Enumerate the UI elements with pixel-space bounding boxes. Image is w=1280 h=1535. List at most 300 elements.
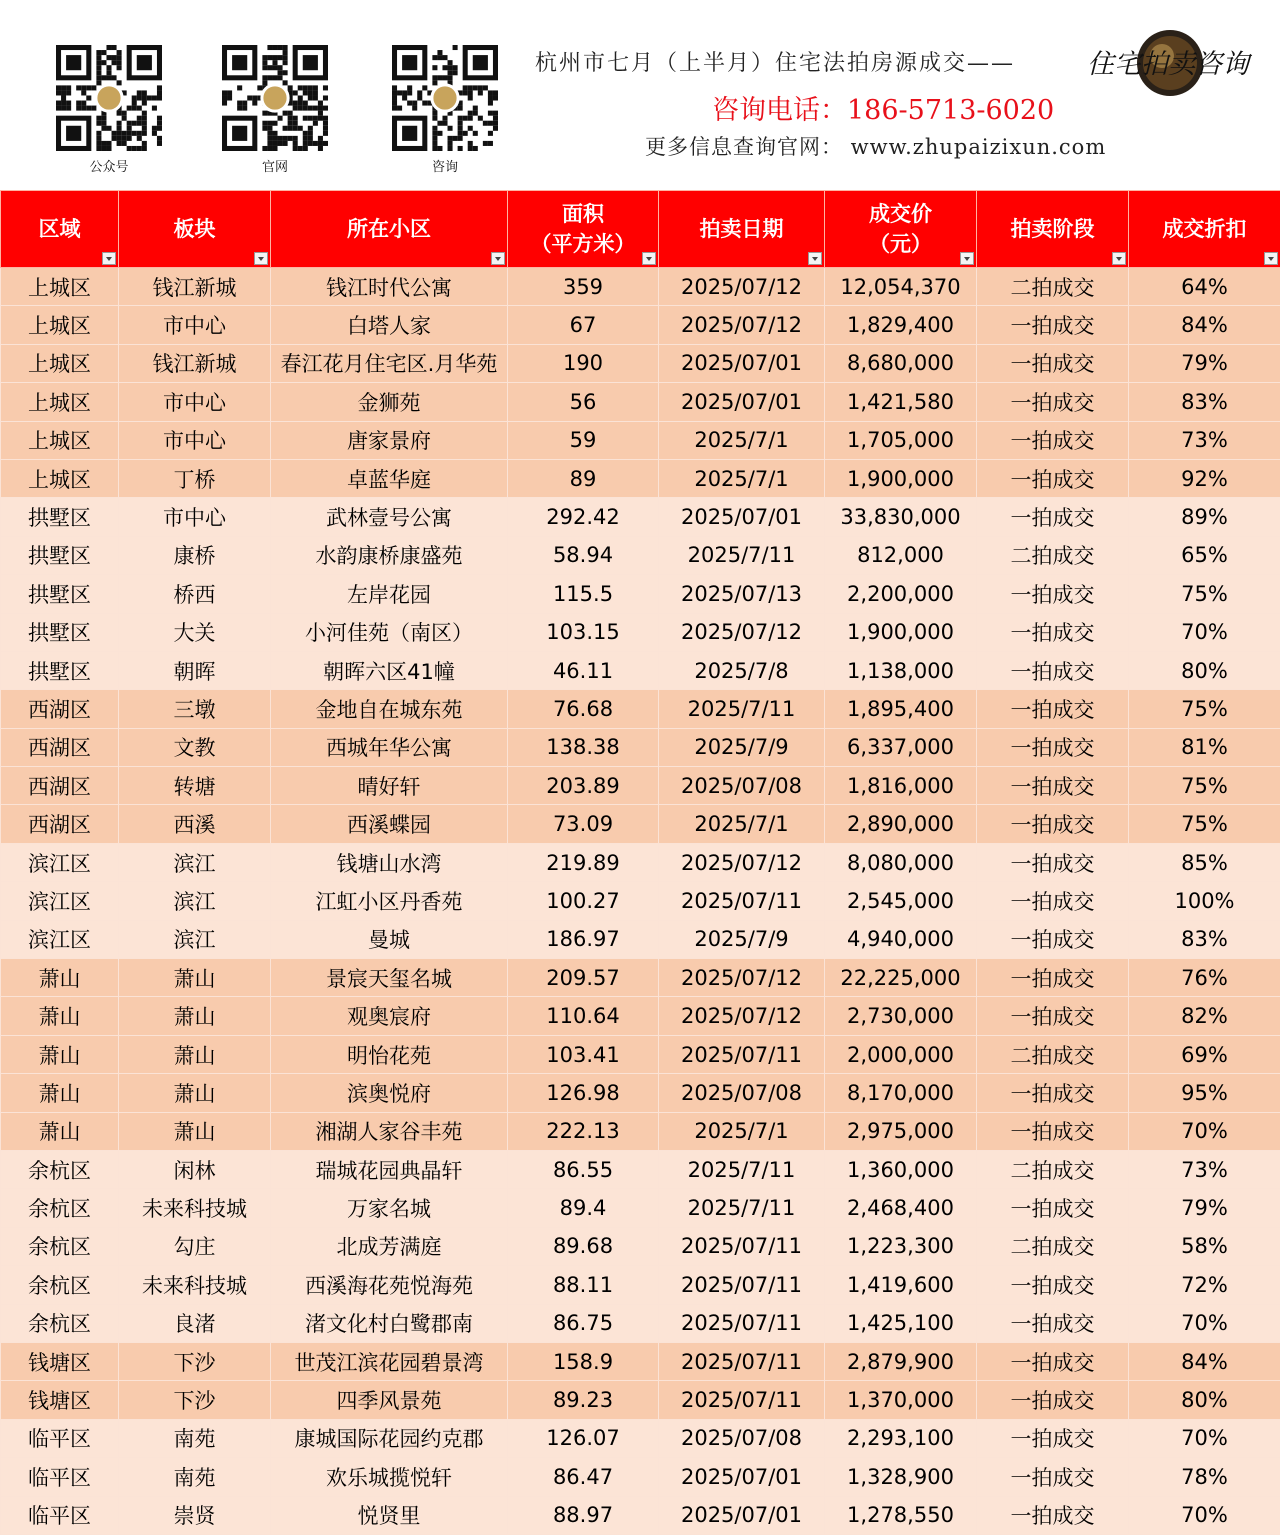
- cell-discount: 70%: [1129, 613, 1280, 651]
- cell-community: 瑞城花园典晶轩: [271, 1150, 508, 1188]
- cell-area: 67: [508, 306, 659, 344]
- cell-community: 曼城: [271, 920, 508, 958]
- cell-date: 2025/07/12: [659, 268, 825, 306]
- cell-sector: 良渚: [119, 1304, 271, 1342]
- cell-district: 滨江区: [1, 920, 119, 958]
- table-header-row: [1, 191, 1280, 268]
- filter-dropdown-icon[interactable]: [102, 252, 116, 265]
- col-header-stage: 拍卖阶段: [977, 191, 1129, 268]
- qr-code-consult[interactable]: [392, 45, 498, 151]
- table-row: [1, 805, 1280, 843]
- cell-district: 上城区: [1, 421, 119, 459]
- cell-price: 1,328,900: [825, 1458, 977, 1496]
- cell-stage: 一拍成交: [977, 1458, 1129, 1496]
- cell-community: 金狮苑: [271, 383, 508, 421]
- cell-area: 292.42: [508, 498, 659, 536]
- cell-price: 2,879,900: [825, 1342, 977, 1380]
- cell-area: 138.38: [508, 728, 659, 766]
- filter-dropdown-icon[interactable]: [254, 252, 268, 265]
- cell-price: 2,890,000: [825, 805, 977, 843]
- table-row: [1, 843, 1280, 881]
- cell-price: 1,900,000: [825, 459, 977, 497]
- cell-price: 1,419,600: [825, 1266, 977, 1304]
- cell-sector: 萧山: [119, 997, 271, 1035]
- cell-price: 2,000,000: [825, 1035, 977, 1073]
- cell-price: 12,054,370: [825, 268, 977, 306]
- cell-sector: 市中心: [119, 421, 271, 459]
- table-row: [1, 1112, 1280, 1150]
- cell-district: 上城区: [1, 268, 119, 306]
- cell-sector: 萧山: [119, 1035, 271, 1073]
- cell-price: 1,138,000: [825, 651, 977, 689]
- cell-date: 2025/07/08: [659, 767, 825, 805]
- cell-price: 2,975,000: [825, 1112, 977, 1150]
- filter-dropdown-icon[interactable]: [491, 252, 505, 265]
- cell-area: 110.64: [508, 997, 659, 1035]
- cell-community: 观奥宸府: [271, 997, 508, 1035]
- table-row: [1, 383, 1280, 421]
- cell-price: 1,816,000: [825, 767, 977, 805]
- cell-community: 世茂江滨花园碧景湾: [271, 1342, 508, 1380]
- cell-district: 拱墅区: [1, 651, 119, 689]
- cell-district: 西湖区: [1, 767, 119, 805]
- cell-stage: 二拍成交: [977, 268, 1129, 306]
- cell-discount: 73%: [1129, 421, 1280, 459]
- cell-district: 余杭区: [1, 1304, 119, 1342]
- cell-sector: 大关: [119, 613, 271, 651]
- cell-price: 33,830,000: [825, 498, 977, 536]
- cell-area: 56: [508, 383, 659, 421]
- cell-stage: 一拍成交: [977, 843, 1129, 881]
- cell-community: 景宸天玺名城: [271, 959, 508, 997]
- cell-community: 白塔人家: [271, 306, 508, 344]
- table-row: [1, 459, 1280, 497]
- table-row: [1, 1035, 1280, 1073]
- cell-sector: 未来科技城: [119, 1189, 271, 1227]
- cell-community: 钱塘山水湾: [271, 843, 508, 881]
- page-title: 杭州市七月（上半月）住宅法拍房源成交——: [535, 46, 1125, 77]
- auction-table: [0, 190, 1280, 1535]
- cell-area: 89.4: [508, 1189, 659, 1227]
- cell-stage: 一拍成交: [977, 1419, 1129, 1457]
- cell-sector: 崇贤: [119, 1496, 271, 1534]
- table-row: [1, 1304, 1280, 1342]
- cell-community: 康城国际花园约克郡: [271, 1419, 508, 1457]
- filter-dropdown-icon[interactable]: [808, 252, 822, 265]
- cell-date: 2025/07/01: [659, 498, 825, 536]
- cell-sector: 下沙: [119, 1342, 271, 1380]
- cell-sector: 萧山: [119, 1112, 271, 1150]
- table-row: [1, 690, 1280, 728]
- cell-price: 812,000: [825, 536, 977, 574]
- cell-discount: 70%: [1129, 1496, 1280, 1534]
- cell-community: 湘湖人家谷丰苑: [271, 1112, 508, 1150]
- cell-discount: 81%: [1129, 728, 1280, 766]
- cell-date: 2025/7/11: [659, 1189, 825, 1227]
- cell-date: 2025/7/1: [659, 421, 825, 459]
- cell-date: 2025/07/11: [659, 1227, 825, 1265]
- cell-sector: 闲林: [119, 1150, 271, 1188]
- cell-date: 2025/07/12: [659, 843, 825, 881]
- cell-area: 89.68: [508, 1227, 659, 1265]
- cell-date: 2025/07/01: [659, 344, 825, 382]
- cell-sector: 滨江: [119, 882, 271, 920]
- cell-district: 上城区: [1, 383, 119, 421]
- cell-date: 2025/07/12: [659, 306, 825, 344]
- cell-district: 上城区: [1, 459, 119, 497]
- cell-stage: 一拍成交: [977, 575, 1129, 613]
- filter-dropdown-icon[interactable]: [960, 252, 974, 265]
- table-row: [1, 536, 1280, 574]
- cell-community: 渚文化村白鹭郡南: [271, 1304, 508, 1342]
- cell-stage: 一拍成交: [977, 613, 1129, 651]
- cell-sector: 转塘: [119, 767, 271, 805]
- cell-community: 武林壹号公寓: [271, 498, 508, 536]
- cell-discount: 100%: [1129, 882, 1280, 920]
- cell-price: 1,900,000: [825, 613, 977, 651]
- cell-sector: 下沙: [119, 1381, 271, 1419]
- cell-district: 西湖区: [1, 690, 119, 728]
- cell-stage: 一拍成交: [977, 1074, 1129, 1112]
- cell-sector: 萧山: [119, 1074, 271, 1112]
- cell-community: 西溪海花苑悦海苑: [271, 1266, 508, 1304]
- cell-date: 2025/07/11: [659, 1035, 825, 1073]
- cell-area: 89: [508, 459, 659, 497]
- cell-discount: 83%: [1129, 383, 1280, 421]
- cell-area: 58.94: [508, 536, 659, 574]
- consult-phone[interactable]: 咨询电话：186-5713-6020: [712, 88, 1054, 127]
- cell-area: 219.89: [508, 843, 659, 881]
- cell-price: 2,293,100: [825, 1419, 977, 1457]
- cell-discount: 65%: [1129, 536, 1280, 574]
- cell-price: 2,730,000: [825, 997, 977, 1035]
- col-header-sector: 板块: [119, 191, 271, 268]
- cell-discount: 82%: [1129, 997, 1280, 1035]
- cell-community: 北成芳满庭: [271, 1227, 508, 1265]
- cell-district: 上城区: [1, 344, 119, 382]
- cell-discount: 75%: [1129, 575, 1280, 613]
- cell-date: 2025/07/12: [659, 997, 825, 1035]
- cell-area: 59: [508, 421, 659, 459]
- cell-sector: 康桥: [119, 536, 271, 574]
- cell-sector: 市中心: [119, 498, 271, 536]
- cell-sector: 勾庄: [119, 1227, 271, 1265]
- table-row: [1, 651, 1280, 689]
- cell-date: 2025/7/1: [659, 805, 825, 843]
- cell-discount: 69%: [1129, 1035, 1280, 1073]
- cell-area: 73.09: [508, 805, 659, 843]
- cell-stage: 一拍成交: [977, 1266, 1129, 1304]
- cell-district: 萧山: [1, 997, 119, 1035]
- cell-stage: 一拍成交: [977, 1189, 1129, 1227]
- cell-discount: 64%: [1129, 268, 1280, 306]
- cell-community: 金地自在城东苑: [271, 690, 508, 728]
- cell-district: 余杭区: [1, 1266, 119, 1304]
- cell-district: 滨江区: [1, 882, 119, 920]
- cell-price: 1,360,000: [825, 1150, 977, 1188]
- cell-price: 1,895,400: [825, 690, 977, 728]
- cell-stage: 一拍成交: [977, 767, 1129, 805]
- cell-discount: 58%: [1129, 1227, 1280, 1265]
- cell-date: 2025/07/11: [659, 1304, 825, 1342]
- cell-area: 203.89: [508, 767, 659, 805]
- cell-district: 余杭区: [1, 1189, 119, 1227]
- cell-discount: 80%: [1129, 1381, 1280, 1419]
- cell-district: 拱墅区: [1, 536, 119, 574]
- table-row: [1, 1227, 1280, 1265]
- cell-discount: 84%: [1129, 1342, 1280, 1380]
- table-row: [1, 344, 1280, 382]
- cell-stage: 一拍成交: [977, 1304, 1129, 1342]
- cell-sector: 钱江新城: [119, 268, 271, 306]
- cell-sector: 滨江: [119, 843, 271, 881]
- cell-discount: 70%: [1129, 1304, 1280, 1342]
- cell-stage: 一拍成交: [977, 997, 1129, 1035]
- col-header-price: 成交价 （元）: [825, 191, 977, 268]
- cell-date: 2025/7/11: [659, 1150, 825, 1188]
- table-row: [1, 959, 1280, 997]
- cell-stage: 一拍成交: [977, 728, 1129, 766]
- cell-stage: 一拍成交: [977, 651, 1129, 689]
- cell-date: 2025/07/11: [659, 882, 825, 920]
- cell-district: 萧山: [1, 959, 119, 997]
- cell-date: 2025/07/11: [659, 1342, 825, 1380]
- cell-date: 2025/07/01: [659, 1458, 825, 1496]
- cell-area: 126.07: [508, 1419, 659, 1457]
- cell-district: 临平区: [1, 1419, 119, 1457]
- cell-stage: 一拍成交: [977, 959, 1129, 997]
- cell-stage: 一拍成交: [977, 882, 1129, 920]
- cell-stage: 一拍成交: [977, 690, 1129, 728]
- cell-discount: 78%: [1129, 1458, 1280, 1496]
- cell-date: 2025/7/1: [659, 1112, 825, 1150]
- table-row: [1, 498, 1280, 536]
- cell-community: 左岸花园: [271, 575, 508, 613]
- cell-price: 2,200,000: [825, 575, 977, 613]
- cell-area: 115.5: [508, 575, 659, 613]
- cell-district: 西湖区: [1, 805, 119, 843]
- cell-date: 2025/07/08: [659, 1419, 825, 1457]
- cell-stage: 二拍成交: [977, 1227, 1129, 1265]
- cell-community: 水韵康桥康盛苑: [271, 536, 508, 574]
- cell-price: 1,829,400: [825, 306, 977, 344]
- cell-community: 四季风景苑: [271, 1381, 508, 1419]
- table-row: [1, 575, 1280, 613]
- cell-discount: 75%: [1129, 805, 1280, 843]
- cell-area: 209.57: [508, 959, 659, 997]
- cell-stage: 一拍成交: [977, 498, 1129, 536]
- cell-area: 100.27: [508, 882, 659, 920]
- cell-discount: 84%: [1129, 306, 1280, 344]
- cell-district: 萧山: [1, 1112, 119, 1150]
- cell-stage: 一拍成交: [977, 421, 1129, 459]
- cell-district: 西湖区: [1, 728, 119, 766]
- cell-community: 西城年华公寓: [271, 728, 508, 766]
- cell-discount: 70%: [1129, 1419, 1280, 1457]
- cell-area: 88.97: [508, 1496, 659, 1534]
- cell-district: 钱塘区: [1, 1381, 119, 1419]
- cell-price: 4,940,000: [825, 920, 977, 958]
- table-row: [1, 1342, 1280, 1380]
- cell-area: 89.23: [508, 1381, 659, 1419]
- cell-sector: 南苑: [119, 1419, 271, 1457]
- page-header: [0, 0, 1280, 190]
- cell-district: 余杭区: [1, 1227, 119, 1265]
- cell-date: 2025/07/01: [659, 1496, 825, 1534]
- cell-area: 86.55: [508, 1150, 659, 1188]
- qr-code-wechat[interactable]: [56, 45, 162, 151]
- cell-stage: 一拍成交: [977, 459, 1129, 497]
- cell-district: 拱墅区: [1, 575, 119, 613]
- cell-stage: 一拍成交: [977, 383, 1129, 421]
- cell-area: 359: [508, 268, 659, 306]
- col-header-district: 区域: [1, 191, 119, 268]
- table-row: [1, 306, 1280, 344]
- cell-date: 2025/7/11: [659, 690, 825, 728]
- cell-price: 1,705,000: [825, 421, 977, 459]
- cell-community: 明怡花苑: [271, 1035, 508, 1073]
- cell-date: 2025/07/11: [659, 1266, 825, 1304]
- cell-district: 上城区: [1, 306, 119, 344]
- cell-price: 1,278,550: [825, 1496, 977, 1534]
- cell-stage: 一拍成交: [977, 1112, 1129, 1150]
- col-header-area: 面积 （平方米）: [508, 191, 659, 268]
- cell-community: 西溪蝶园: [271, 805, 508, 843]
- filter-dropdown-icon[interactable]: [1264, 252, 1278, 265]
- cell-community: 小河佳苑（南区）: [271, 613, 508, 651]
- cell-area: 103.15: [508, 613, 659, 651]
- cell-date: 2025/07/11: [659, 1381, 825, 1419]
- table-row: [1, 1189, 1280, 1227]
- cell-price: 6,337,000: [825, 728, 977, 766]
- cell-community: 欢乐城揽悦轩: [271, 1458, 508, 1496]
- cell-date: 2025/07/01: [659, 383, 825, 421]
- cell-sector: 西溪: [119, 805, 271, 843]
- cell-stage: 一拍成交: [977, 306, 1129, 344]
- table-row: [1, 1419, 1280, 1457]
- cell-price: 8,080,000: [825, 843, 977, 881]
- cell-price: 1,425,100: [825, 1304, 977, 1342]
- table-row: [1, 1458, 1280, 1496]
- cell-discount: 85%: [1129, 843, 1280, 881]
- cell-district: 滨江区: [1, 843, 119, 881]
- cell-stage: 一拍成交: [977, 920, 1129, 958]
- cell-community: 卓蓝华庭: [271, 459, 508, 497]
- cell-community: 朝晖六区41幢: [271, 651, 508, 689]
- cell-district: 萧山: [1, 1074, 119, 1112]
- cell-discount: 79%: [1129, 344, 1280, 382]
- cell-district: 钱塘区: [1, 1342, 119, 1380]
- cell-discount: 79%: [1129, 1189, 1280, 1227]
- cell-date: 2025/7/11: [659, 536, 825, 574]
- cell-date: 2025/07/08: [659, 1074, 825, 1112]
- cell-area: 158.9: [508, 1342, 659, 1380]
- col-header-discount: 成交折扣: [1129, 191, 1280, 268]
- cell-discount: 92%: [1129, 459, 1280, 497]
- cell-price: 8,680,000: [825, 344, 977, 382]
- cell-sector: 滨江: [119, 920, 271, 958]
- cell-price: 1,370,000: [825, 1381, 977, 1419]
- cell-sector: 南苑: [119, 1458, 271, 1496]
- cell-discount: 72%: [1129, 1266, 1280, 1304]
- cell-discount: 80%: [1129, 651, 1280, 689]
- cell-district: 拱墅区: [1, 613, 119, 651]
- table-row: [1, 767, 1280, 805]
- cell-district: 临平区: [1, 1496, 119, 1534]
- qr-caption-consult: 咨询: [392, 156, 498, 175]
- table-row: [1, 613, 1280, 651]
- cell-price: 8,170,000: [825, 1074, 977, 1112]
- qr-caption-wechat: 公众号: [56, 156, 162, 175]
- cell-discount: 76%: [1129, 959, 1280, 997]
- cell-discount: 70%: [1129, 1112, 1280, 1150]
- brand-logo: [1062, 26, 1274, 98]
- website-link[interactable]: 更多信息查询官网： www.zhupaizixun.com: [645, 131, 1106, 161]
- cell-community: 万家名城: [271, 1189, 508, 1227]
- cell-discount: 89%: [1129, 498, 1280, 536]
- cell-area: 186.97: [508, 920, 659, 958]
- cell-date: 2025/07/12: [659, 959, 825, 997]
- table-row: [1, 882, 1280, 920]
- cell-community: 晴好轩: [271, 767, 508, 805]
- cell-stage: 一拍成交: [977, 1342, 1129, 1380]
- cell-stage: 一拍成交: [977, 805, 1129, 843]
- table-row: [1, 1150, 1280, 1188]
- filter-dropdown-icon[interactable]: [642, 252, 656, 265]
- cell-sector: 市中心: [119, 306, 271, 344]
- brand-logo-text: 住宅拍卖咨询: [1087, 49, 1253, 80]
- cell-stage: 二拍成交: [977, 1150, 1129, 1188]
- cell-date: 2025/07/13: [659, 575, 825, 613]
- table-row: [1, 728, 1280, 766]
- cell-sector: 市中心: [119, 383, 271, 421]
- cell-area: 46.11: [508, 651, 659, 689]
- filter-dropdown-icon[interactable]: [1112, 252, 1126, 265]
- cell-community: 江虹小区丹香苑: [271, 882, 508, 920]
- cell-area: 86.75: [508, 1304, 659, 1342]
- cell-price: 1,223,300: [825, 1227, 977, 1265]
- cell-sector: 未来科技城: [119, 1266, 271, 1304]
- table-row: [1, 1381, 1280, 1419]
- cell-area: 86.47: [508, 1458, 659, 1496]
- cell-sector: 萧山: [119, 959, 271, 997]
- cell-community: 春江花月住宅区.月华苑: [271, 344, 508, 382]
- cell-date: 2025/07/12: [659, 613, 825, 651]
- cell-sector: 桥西: [119, 575, 271, 613]
- qr-code-website[interactable]: [222, 45, 328, 151]
- cell-discount: 83%: [1129, 920, 1280, 958]
- cell-area: 126.98: [508, 1074, 659, 1112]
- cell-community: 滨奥悦府: [271, 1074, 508, 1112]
- cell-stage: 二拍成交: [977, 536, 1129, 574]
- qr-caption-website: 官网: [222, 156, 328, 175]
- cell-stage: 一拍成交: [977, 344, 1129, 382]
- cell-price: 2,468,400: [825, 1189, 977, 1227]
- table-row: [1, 1266, 1280, 1304]
- cell-discount: 73%: [1129, 1150, 1280, 1188]
- cell-discount: 75%: [1129, 767, 1280, 805]
- cell-area: 222.13: [508, 1112, 659, 1150]
- cell-price: 22,225,000: [825, 959, 977, 997]
- cell-discount: 95%: [1129, 1074, 1280, 1112]
- table-row: [1, 421, 1280, 459]
- cell-area: 76.68: [508, 690, 659, 728]
- cell-community: 唐家景府: [271, 421, 508, 459]
- cell-area: 103.41: [508, 1035, 659, 1073]
- cell-date: 2025/7/9: [659, 728, 825, 766]
- col-header-date: 拍卖日期: [659, 191, 825, 268]
- cell-sector: 丁桥: [119, 459, 271, 497]
